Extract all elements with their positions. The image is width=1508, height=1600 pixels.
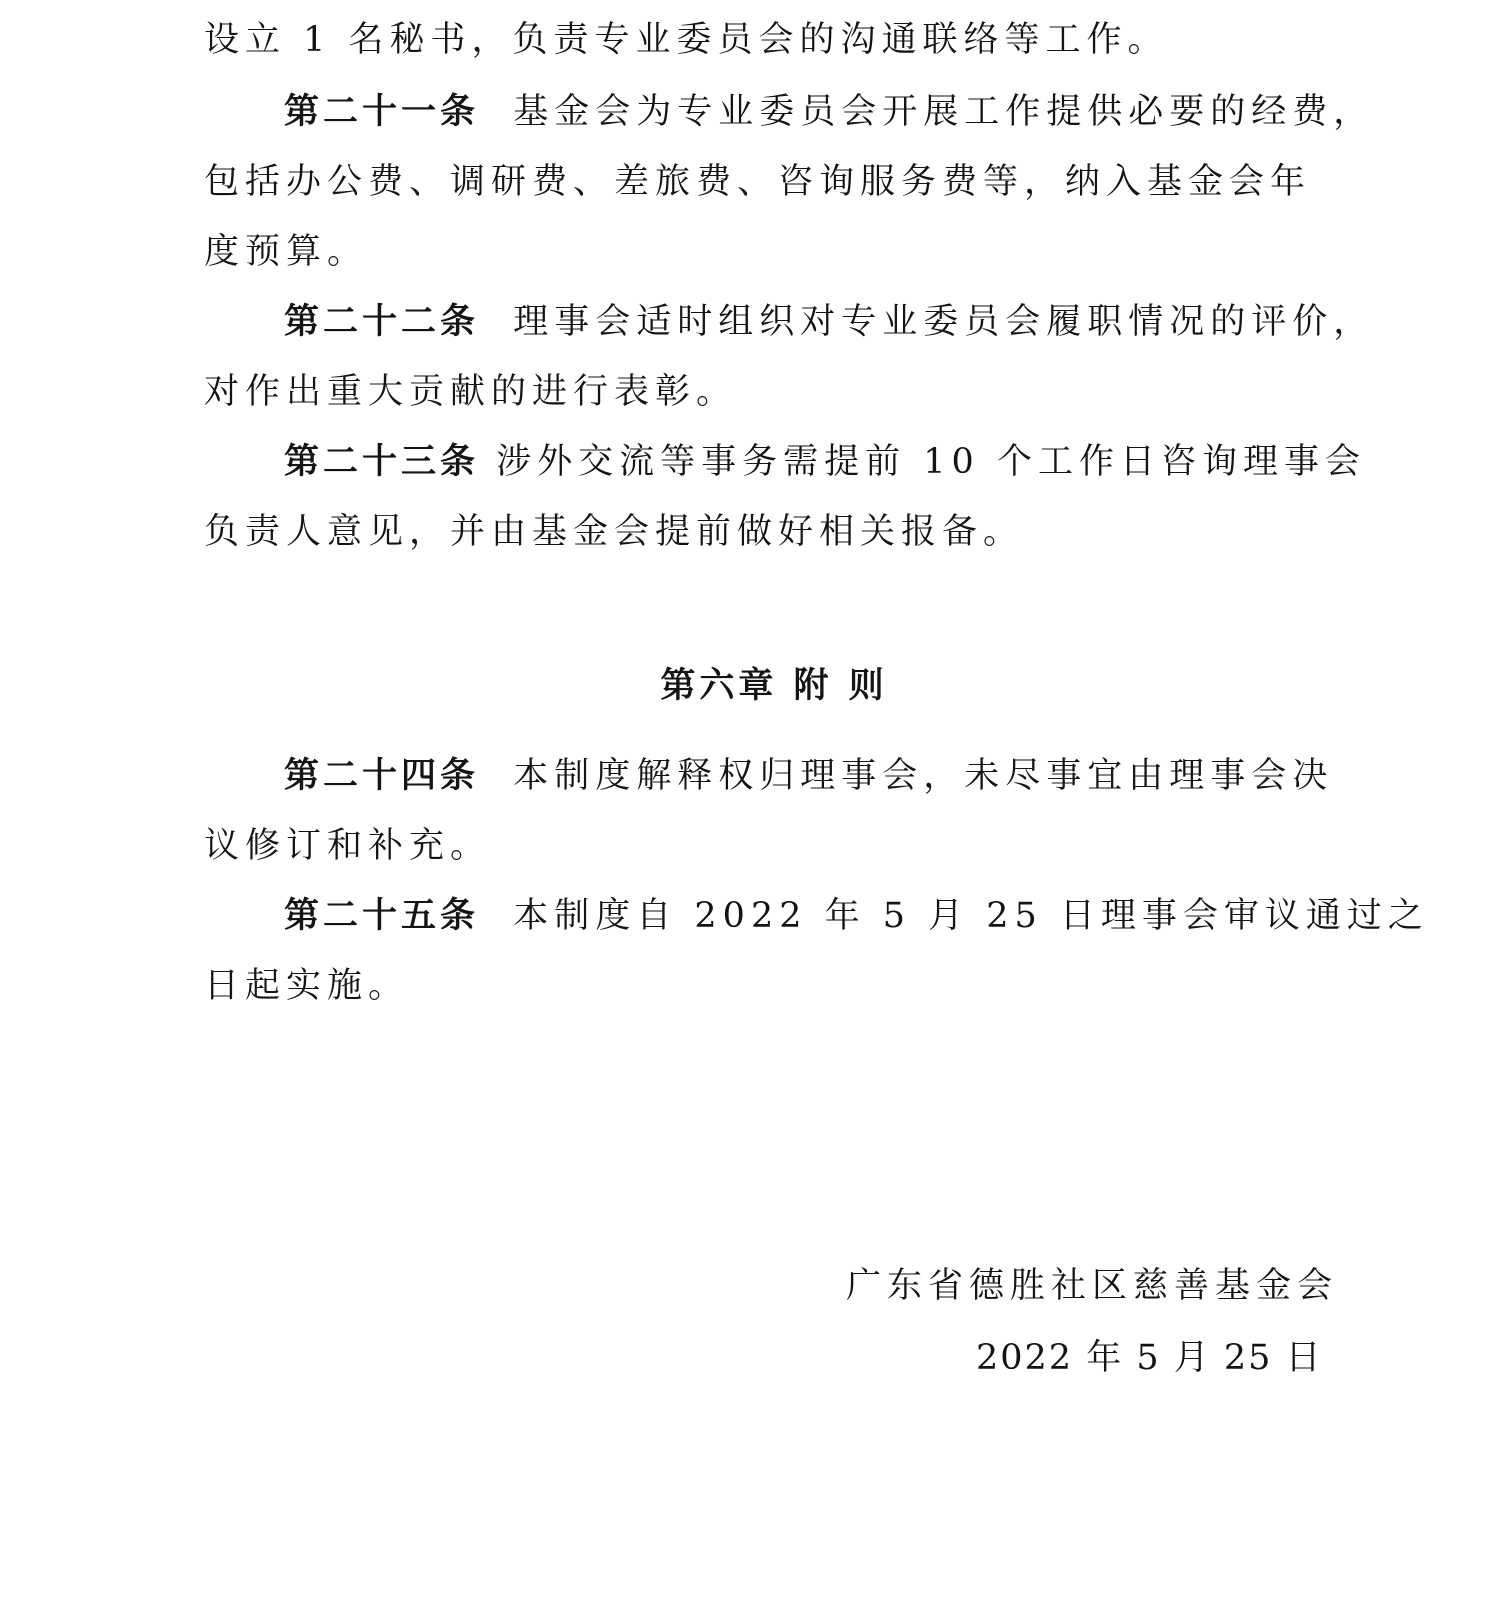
article-25-line-2: 日起实施。: [204, 966, 410, 1006]
signature-organization: 广东省德胜社区慈善基金会: [846, 1266, 1339, 1306]
article-23-text-1: 涉外交流等事务需提前 10 个工作日咨询理事会: [496, 442, 1366, 482]
article-21-line-1: [284, 88, 1374, 136]
article-25-line-1: [284, 892, 1429, 940]
article-23-line-2: 负责人意见，并由基金会提前做好相关报备。: [204, 512, 1025, 552]
article-23-title: 第二十三条: [284, 442, 480, 482]
article-25-text-1: 本制度自 2022 年 5 月 25 日理事会审议通过之: [513, 896, 1429, 936]
article-22-line-2: 对作出重大贡献的进行表彰。: [204, 372, 738, 412]
article-21-line-3: 度预算。: [204, 232, 369, 272]
article-21-line-2: 包括办公费、调研费、差旅费、咨询服务费等，纳入基金会年: [204, 162, 1312, 202]
article-21-text-1: 基金会为专业委员会开展工作提供必要的经费，: [513, 92, 1375, 132]
article-22-line-1: [284, 298, 1374, 346]
article-24-title: 第二十四条: [284, 756, 480, 796]
chapter-6-heading: 第六章 附 则: [660, 666, 888, 706]
article-22-text-1: 理事会适时组织对专业委员会履职情况的评价，: [513, 302, 1375, 342]
signature-date: 2022 年 5 月 25 日: [976, 1338, 1323, 1378]
article-20-continuation: 设立 1 名秘书，负责专业委员会的沟通联络等工作。: [204, 20, 1169, 60]
article-25-title: 第二十五条: [284, 896, 480, 936]
article-22-title: 第二十二条: [284, 302, 480, 342]
article-21-title: 第二十一条: [284, 92, 480, 132]
article-24-line-1: [284, 752, 1333, 800]
article-24-text-1: 本制度解释权归理事会，未尽事宜由理事会决: [513, 756, 1334, 796]
article-23-line-1: [284, 438, 1366, 486]
article-24-line-2: 议修订和补充。: [204, 826, 492, 866]
